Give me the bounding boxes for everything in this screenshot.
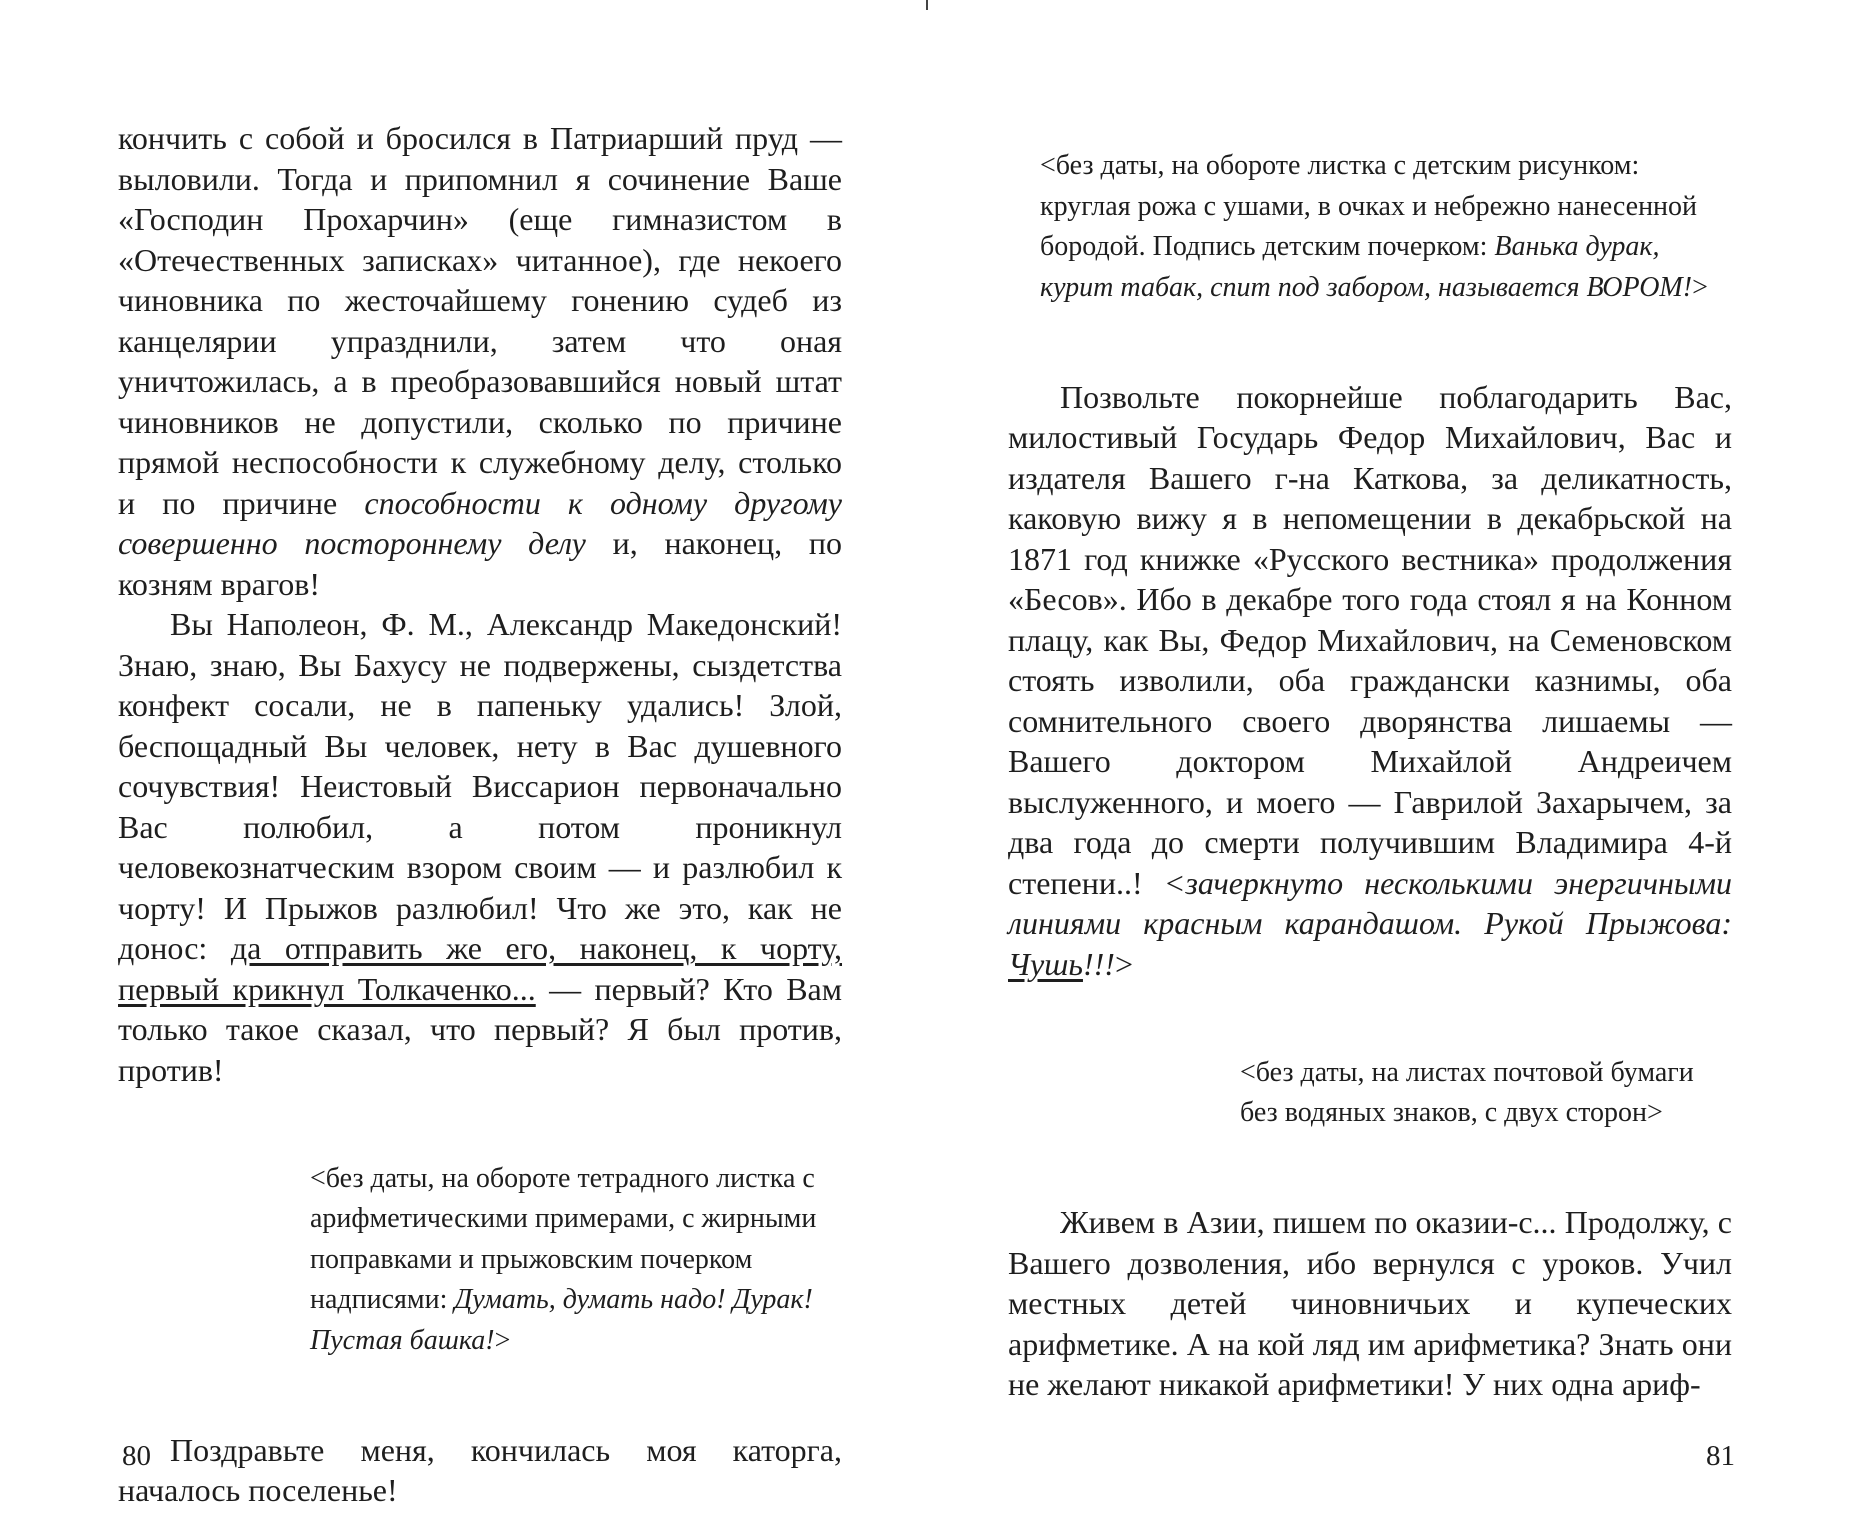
- right-paragraph-1: Позвольте покорнейше поблагодарить Вас, милостивый Государь Федор Михайлович, Вас и издателя Вашего г-на Каткова, за деликатность, каковую вижу я в непомещении в декабрьской на 1871 год книжке «Русского вестника» продолжения «Бесов». Ибо в декабре того года стоял я на Конном плацу, как Вы, Федор Михайлович, на Семеновском стоять изволили, оба граждански казнимы, оба сомнительного своего дворянства лишаемы — Вашего доктором Михайлой Андреичем выслуженного, и моего — Гаврилой Захарычем, за два года до смерти получившим Владимира 4-й степени..! <зачеркнуто несколькими энергичными линиями красным карандашом. Рукой Прыжова: Чушь!!!>: [1008, 378, 1732, 982]
- left-paragraph-1: кончить с собой и бросился в Патриарший пруд — выловили. Тогда и припомнил я сочинение Ваше «Господин Прохарчин» (еще гимназистом в «Отечественных записках» читанное), где некоего чиновника по жесточайшему гонению судеб из канцелярии упразднили, затем что оная уничтожилась, а в преобразовавшийся новый штат чиновников не допустили, сколько по причине прямой неспособности к служебному делу, столько и по причине способности к одному другому совершенно постороннему делу и, наконец, по козням врагов!: [118, 120, 843, 602]
- right-editorial-note-2: <без даты, на листах почтовой бумаги без водяных знаков, с двух сторон>: [1240, 1056, 1694, 1128]
- right-page: [1008, 118, 1732, 1405]
- page-number-left: 80: [122, 1440, 151, 1472]
- left-paragraph-2: Вы Наполеон, Ф. М., Александр Македонский! Знаю, знаю, Вы Бахусу не подвержены, сыздетства конфект сосали, не в папеньку удались! Злой, беспощадный Вы человек, нету в Вас душевного сочувствия! Неистовый Виссарион первоначально Вас полюбил, а потом проникнул человекознатческим взором своим — и разлюбил к чорту! И Прыжов разлюбил! Что же это, как не донос: да отправить же его, наконец, к чорту, первый крикнул Толкаченко... — первый? Кто Вам только такое сказал, что первый? Я был против, против!: [118, 606, 843, 1088]
- note-italic: Думать, думать надо! Дурак! Пустая башка!: [310, 1284, 813, 1356]
- print-mark: [926, 0, 928, 10]
- underlined-word: Чушь: [1008, 945, 1083, 982]
- underlined-quote: да отправить же его, наконец, к чорту, первый крикнул Толкаченко...: [118, 930, 843, 1007]
- right-editorial-note-1: <без даты, на обороте листка с детским рисунком: круглая рожа с ушами, в очках и небрежно нанесенной бородой. Подпись детским почерком: Ванька дурак, курит табак, спит под забором, называется ВОРОМ!>: [1040, 150, 1708, 303]
- left-page: [118, 118, 842, 1511]
- page-number-right: 81: [1706, 1440, 1735, 1472]
- note-italic: Ванька дурак, курит табак, спит под забором, называется ВОРОМ!: [1040, 231, 1693, 303]
- italic-phrase: способности к одному другому совершенно постороннему делу: [118, 484, 843, 561]
- right-paragraph-2: Живем в Азии, пишем по оказии-с... Продолжу, с Вашего дозволения, ибо вернулся с уроков. Учил местных детей чиновничьих и купеческих арифметике. А на кой ляд им арифметика? Знать они не желают никакой арифметики! У них одна ариф-: [1008, 1204, 1732, 1402]
- left-paragraph-3: Поздравьте меня, кончилась моя каторга, началось поселенье!: [118, 1431, 842, 1508]
- left-editorial-note: <без даты, на обороте тетрадного листка с арифметическими примерами, с жирными поправками и прыжовским почерком надписями: Думать, думать надо! Дурак! Пустая башка!>: [310, 1162, 817, 1356]
